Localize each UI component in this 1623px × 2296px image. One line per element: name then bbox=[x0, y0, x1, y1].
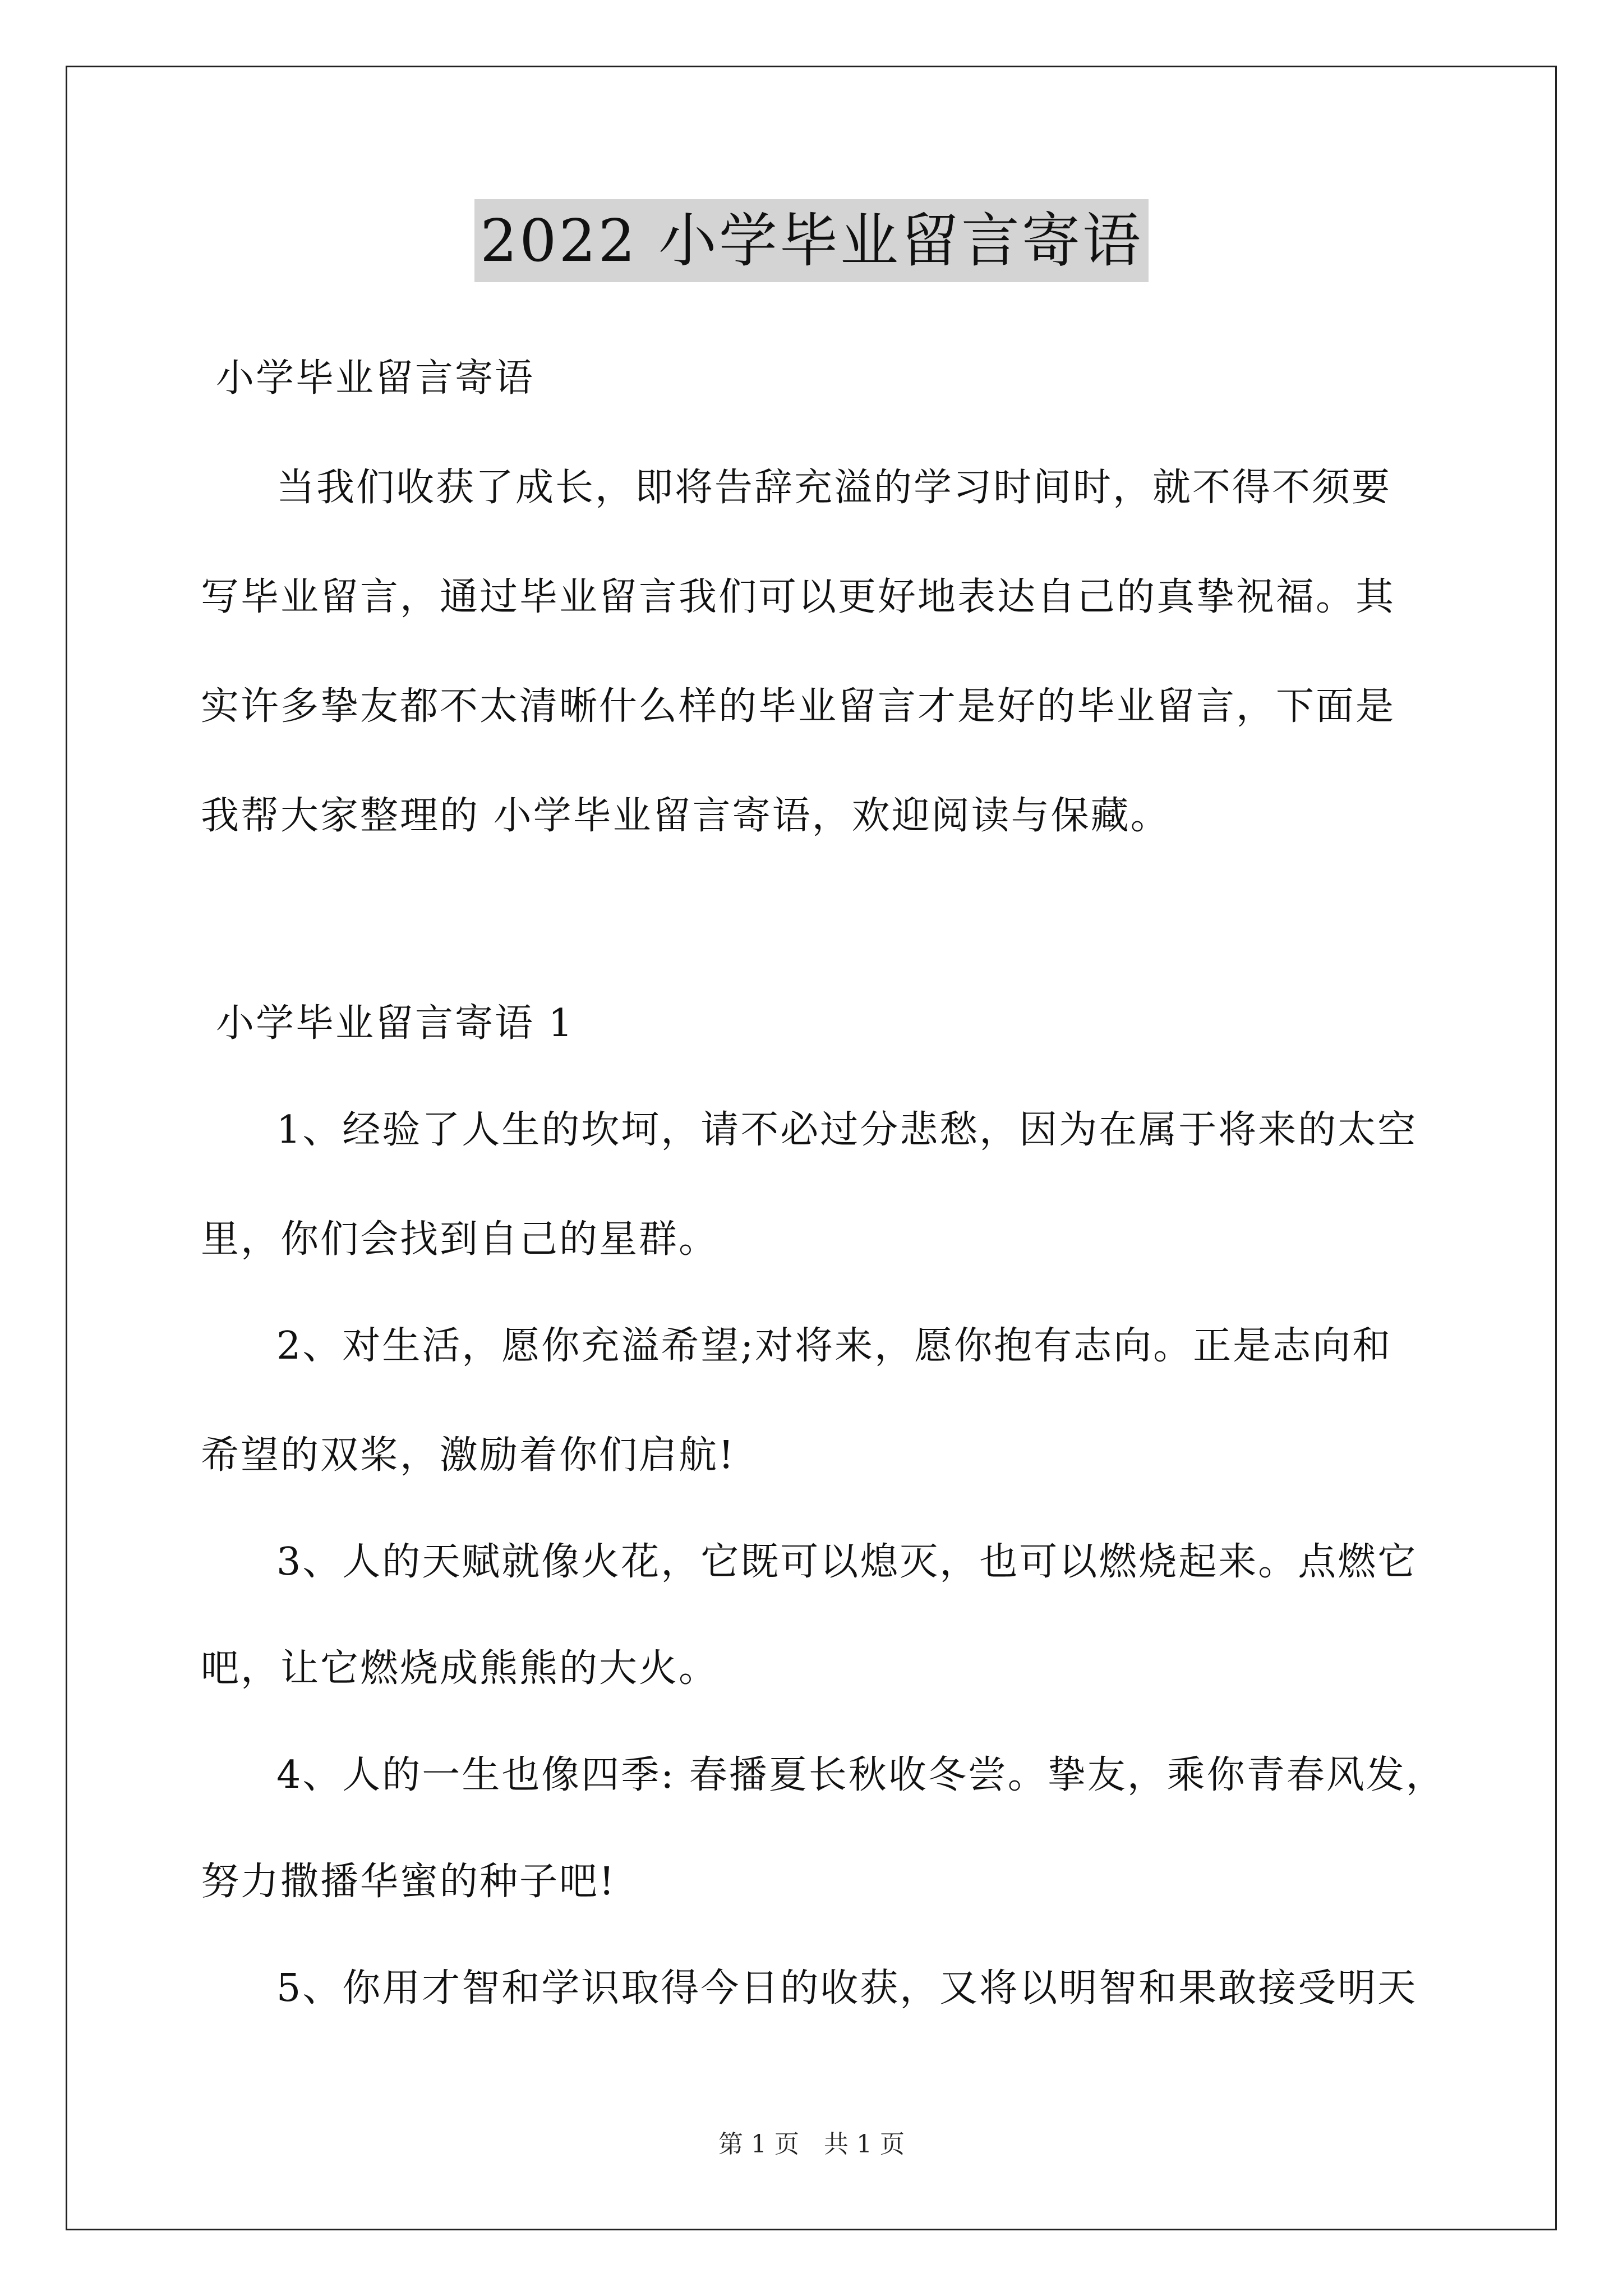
intro-line-3: 实许多挚友都不太清晰什么样的毕业留言才是好的毕业留言，下面是 bbox=[201, 684, 1396, 729]
page-footer: 第 1 页 共 1 页 bbox=[718, 2130, 905, 2159]
intro-line-4: 我帮大家整理的 小学毕业留言寄语，欢迎阅读与保藏。 bbox=[201, 794, 1170, 838]
intro-line-2: 写毕业留言，通过毕业留言我们可以更好地表达自己的真挚祝福。其 bbox=[201, 575, 1396, 619]
intro-line-1: 当我们收获了成长，即将告辞充溢的学习时间时，就不得不须要 bbox=[276, 466, 1392, 510]
item-1-line-1: 1、经验了人生的坎坷，请不必过分悲愁，因为在属于将来的太空 bbox=[276, 1108, 1418, 1152]
item-4-line-1: 4、人的一生也像四季: 春播夏长秋收冬尝。挚友，乘你青春风发， bbox=[276, 1753, 1446, 1797]
subtitle: 小学毕业留言寄语 bbox=[216, 356, 535, 401]
item-4-line-2: 努力撒播华蜜的种子吧! bbox=[201, 1860, 616, 1904]
item-2-line-1: 2、对生活，愿你充溢希望;对将来，愿你抱有志向。正是志向和 bbox=[276, 1324, 1393, 1368]
item-2-line-2: 希望的双桨，激励着你们启航! bbox=[201, 1433, 736, 1478]
document-title: 2022 小学毕业留言寄语 bbox=[474, 199, 1149, 282]
section-heading: 小学毕业留言寄语 1 bbox=[216, 1001, 574, 1046]
item-3-line-2: 吧，让它燃烧成熊熊的大火。 bbox=[201, 1646, 719, 1691]
item-1-line-2: 里，你们会找到自己的星群。 bbox=[201, 1217, 719, 1262]
title-container bbox=[0, 199, 1623, 282]
item-5-line-1: 5、你用才智和学识取得今日的收获，又将以明智和果敢接受明天 bbox=[276, 1966, 1418, 2010]
item-3-line-1: 3、人的天赋就像火花，它既可以熄灭，也可以燃烧起来。点燃它 bbox=[276, 1540, 1418, 1584]
